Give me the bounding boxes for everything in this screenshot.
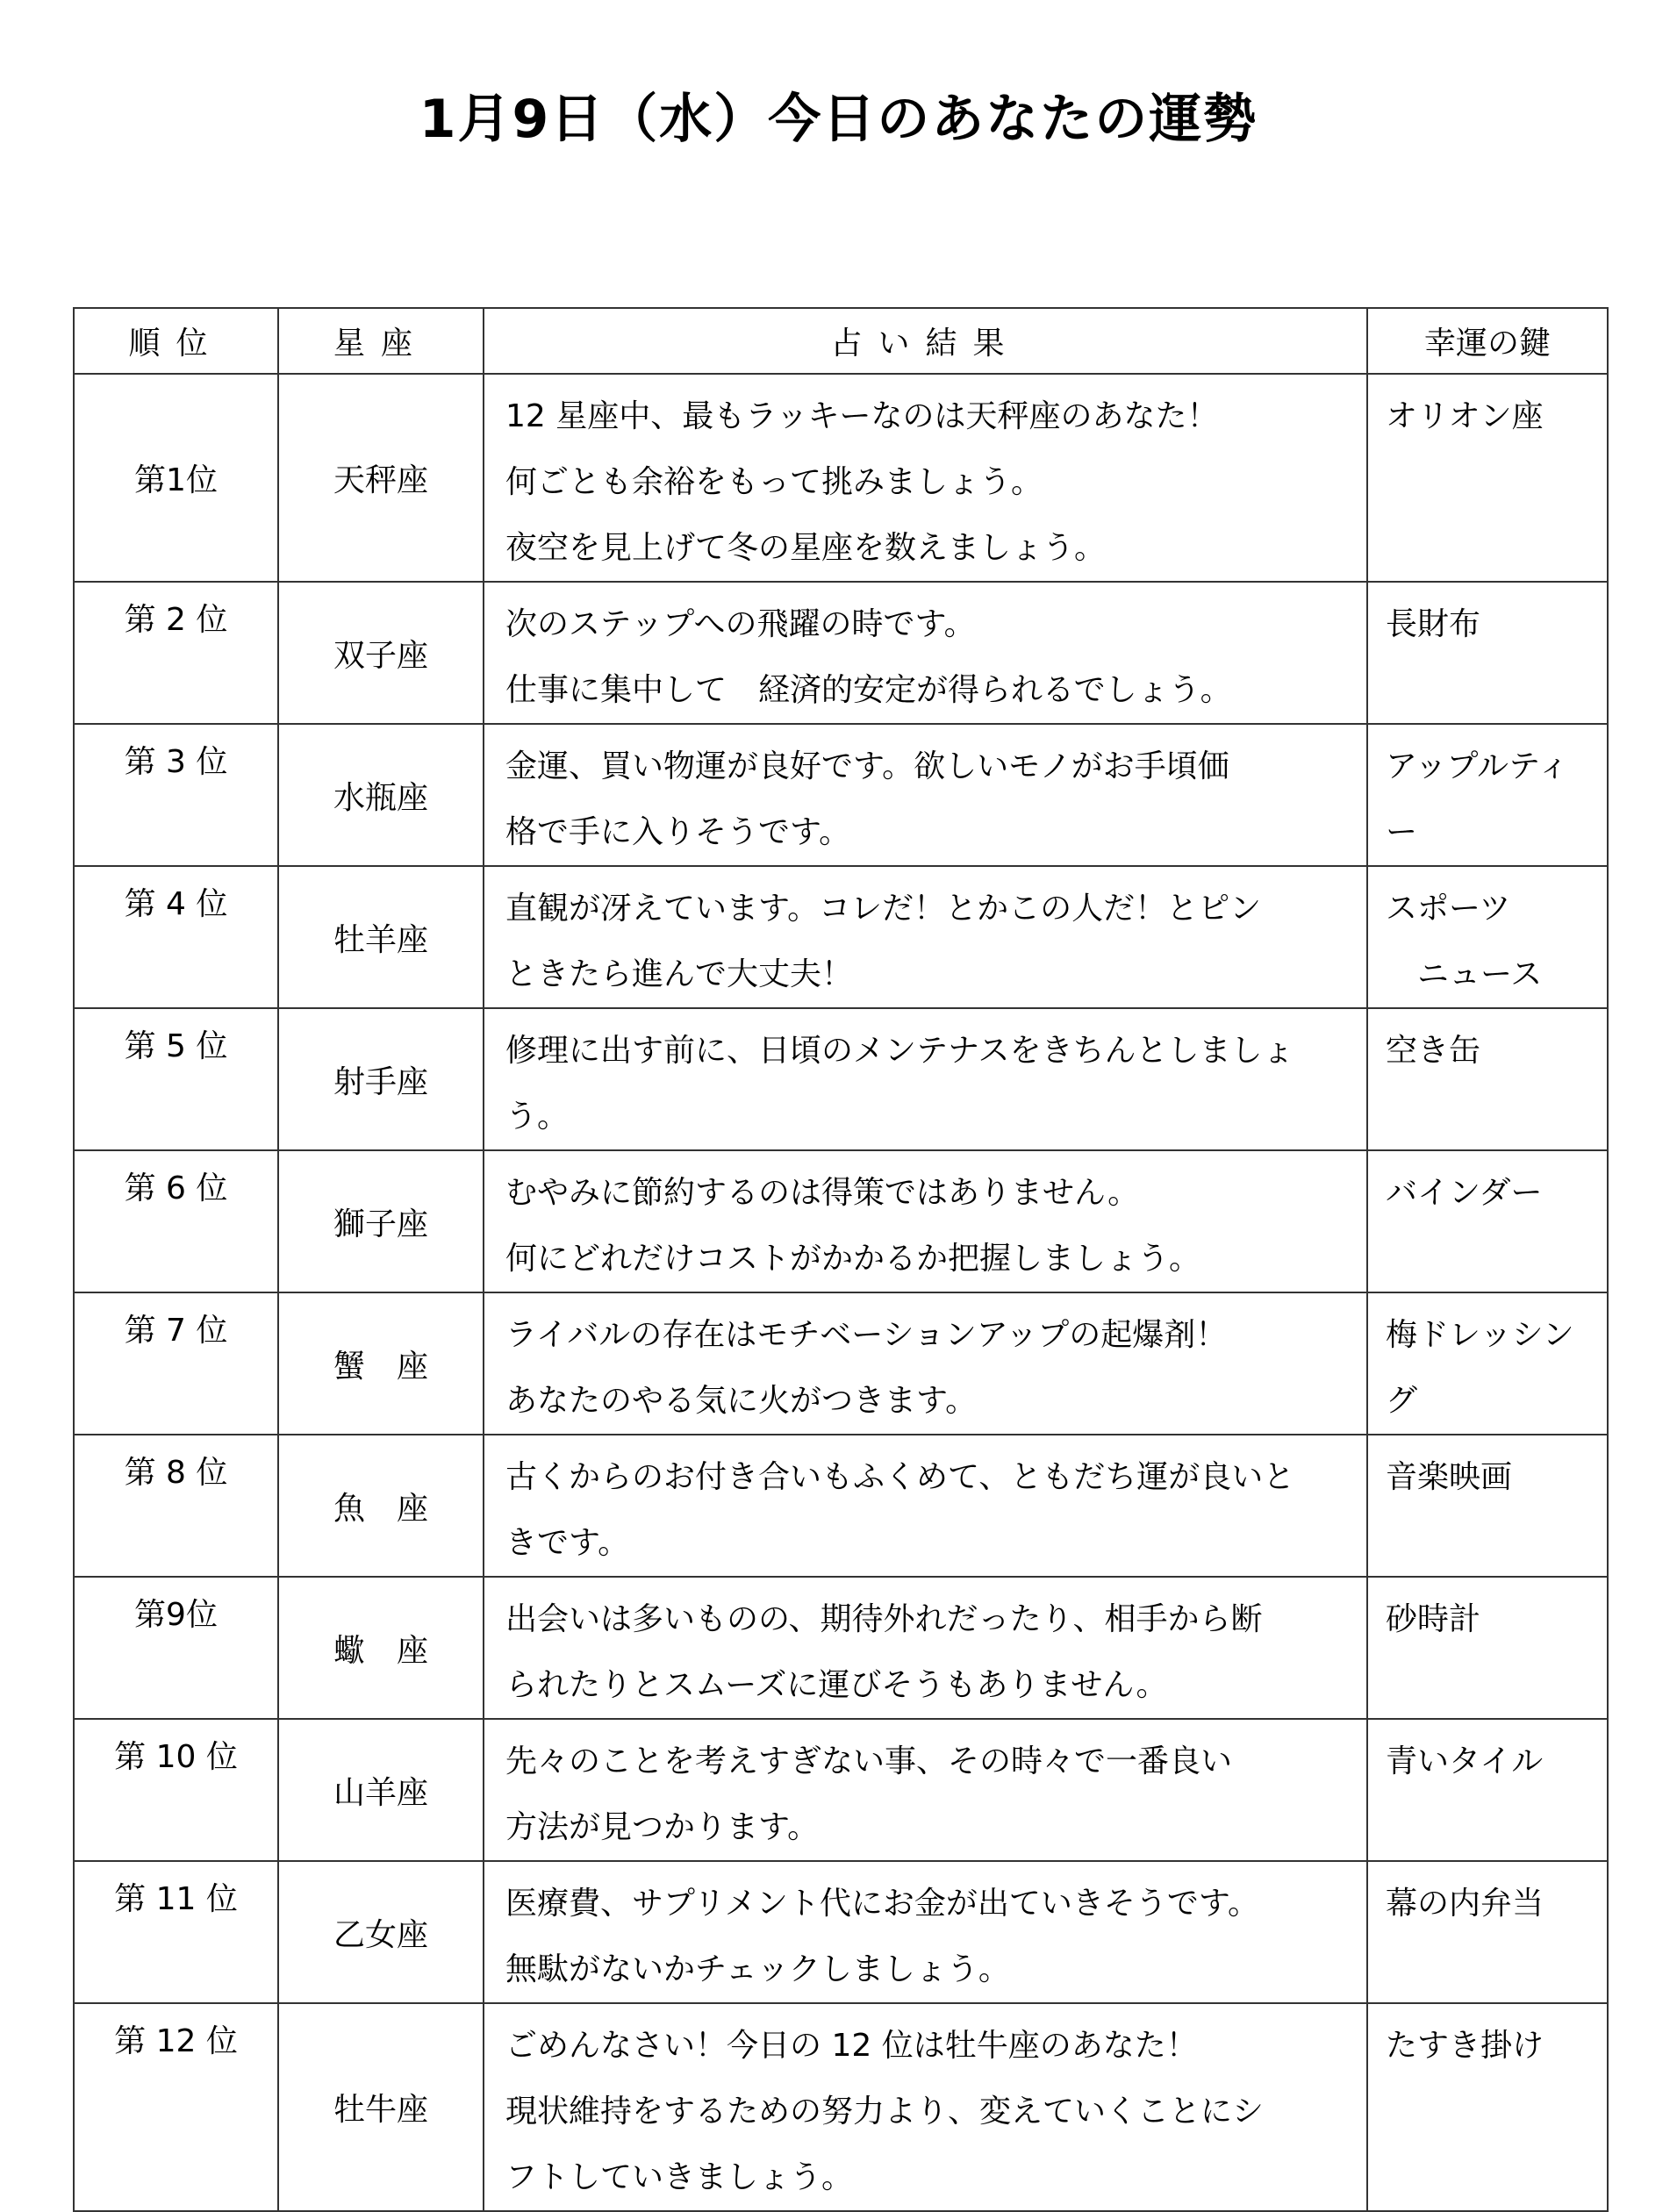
sign-cell: 天秤座 <box>278 374 484 582</box>
lucky-key-line: ー <box>1386 814 1418 850</box>
lucky-key-cell <box>1367 724 1608 866</box>
header-result: 占い結果 <box>484 308 1367 374</box>
result-line: 現状維持をするための努力より、変えていくことにシ <box>505 2094 1265 2130</box>
result-line: 何ごとも余裕をもって挑みましょう。 <box>505 464 1043 500</box>
lucky-key-cell <box>1367 1435 1608 1577</box>
result-line: ライバルの存在はモチベーションアップの起爆剤！ <box>505 1317 1228 1353</box>
rank-cell: 第 2 位 <box>74 582 278 724</box>
result-line: 仕事に集中して 経済的安定が得られるでしょう。 <box>505 672 1232 708</box>
result-line: 無駄がないかチェックしましょう。 <box>505 1951 1010 1987</box>
result-line: あなたのやる気に火がつきます。 <box>505 1383 978 1419</box>
lucky-key-line: たすき掛け <box>1386 2028 1544 2064</box>
result-cell <box>484 2003 1367 2211</box>
table-row <box>74 1435 1608 1577</box>
result-line: 出会いは多いものの、期待外れだったり、相手から断 <box>505 1601 1263 1637</box>
result-line: 直観が冴えています。コレだ！とかこの人だ！とピン <box>505 891 1262 927</box>
table-header-row <box>74 308 1608 374</box>
lucky-key-cell <box>1367 2003 1608 2211</box>
rank-cell: 第1位 <box>74 374 278 582</box>
rank-cell: 第 8 位 <box>74 1435 278 1577</box>
lucky-key-line: 青いタイル <box>1386 1743 1544 1779</box>
lucky-key-line: グ <box>1386 1383 1418 1419</box>
rank-cell: 第 7 位 <box>74 1292 278 1435</box>
lucky-key-cell <box>1367 1861 1608 2003</box>
table-row <box>74 374 1608 582</box>
lucky-key-line: 砂時計 <box>1386 1601 1481 1637</box>
lucky-key-cell <box>1367 374 1608 582</box>
table-row <box>74 1577 1608 1719</box>
lucky-key-cell <box>1367 1719 1608 1861</box>
result-line: う。 <box>505 1099 570 1135</box>
sign-cell: 乙女座 <box>278 1861 484 2003</box>
sign-cell: 射手座 <box>278 1008 484 1150</box>
result-cell <box>484 1435 1367 1577</box>
sign-cell: 蠍 座 <box>278 1577 484 1719</box>
lucky-key-cell <box>1367 866 1608 1008</box>
header-rank: 順位 <box>74 308 278 374</box>
result-line: 次のステップへの飛躍の時です。 <box>505 606 976 642</box>
result-line: 12 星座中、最もラッキーなのは天秤座のあなた！ <box>505 398 1219 434</box>
result-cell <box>484 1150 1367 1292</box>
header-lucky-key: 幸運の鍵 <box>1367 308 1608 374</box>
rank-cell: 第 5 位 <box>74 1008 278 1150</box>
table-row <box>74 866 1608 1008</box>
result-line: 格で手に入りそうです。 <box>505 814 851 850</box>
result-line: フトしていきましょう。 <box>505 2159 854 2195</box>
sign-cell: 水瓶座 <box>278 724 484 866</box>
lucky-key-cell <box>1367 582 1608 724</box>
lucky-key-line: オリオン座 <box>1386 398 1544 434</box>
result-line: むやみに節約するのは得策ではありません。 <box>505 1175 1140 1211</box>
lucky-key-line: 音楽映画 <box>1386 1459 1513 1495</box>
result-line: られたりとスムーズに運びそうもありません。 <box>505 1667 1168 1703</box>
result-line: 方法が見つかります。 <box>505 1809 820 1845</box>
table-row <box>74 1292 1608 1435</box>
result-line: 何にどれだけコストがかかるか把握しましょう。 <box>505 1241 1201 1277</box>
rank-cell: 第 6 位 <box>74 1150 278 1292</box>
lucky-key-cell <box>1367 1292 1608 1435</box>
rank-cell: 第 3 位 <box>74 724 278 866</box>
result-line: 古くからのお付き合いもふくめて、ともだち運が良いと <box>505 1459 1295 1495</box>
lucky-key-line: スポーツ <box>1386 891 1511 927</box>
rank-cell: 第 11 位 <box>74 1861 278 2003</box>
lucky-key-line: 長財布 <box>1386 606 1481 642</box>
sign-cell: 獅子座 <box>278 1150 484 1292</box>
result-cell <box>484 724 1367 866</box>
result-line: 修理に出す前に、日頃のメンテナスをきちんとしましょ <box>505 1033 1294 1069</box>
sign-cell: 蟹 座 <box>278 1292 484 1435</box>
table-row <box>74 724 1608 866</box>
result-cell <box>484 1719 1367 1861</box>
table-row <box>74 1150 1608 1292</box>
lucky-key-cell <box>1367 1008 1608 1150</box>
fortune-table <box>73 307 1609 2212</box>
table-row <box>74 1008 1608 1150</box>
result-cell <box>484 866 1367 1008</box>
result-cell <box>484 1577 1367 1719</box>
lucky-key-line: バインダー <box>1386 1175 1543 1211</box>
result-cell <box>484 582 1367 724</box>
lucky-key-line: 梅ドレッシン <box>1386 1317 1574 1353</box>
result-cell <box>484 1008 1367 1150</box>
lucky-key-line: 幕の内弁当 <box>1386 1886 1544 1922</box>
page-title: 1月9日（水）今日のあなたの運勢 <box>419 89 1258 150</box>
lucky-key-line: 空き缶 <box>1386 1033 1481 1069</box>
sign-cell: 牡羊座 <box>278 866 484 1008</box>
result-cell <box>484 1861 1367 2003</box>
sign-cell: 山羊座 <box>278 1719 484 1861</box>
table-row <box>74 2003 1608 2211</box>
lucky-key-line: ニュース <box>1386 956 1543 992</box>
rank-cell: 第 10 位 <box>74 1719 278 1861</box>
result-line: 夜空を見上げて冬の星座を数えましょう。 <box>505 530 1107 566</box>
sign-cell: 牡牛座 <box>278 2003 484 2211</box>
table-row <box>74 582 1608 724</box>
header-sign: 星座 <box>278 308 484 374</box>
result-line: ごめんなさい！今日の 12 位は牡牛座のあなた！ <box>505 2028 1198 2064</box>
table-row <box>74 1719 1608 1861</box>
result-line: 先々のことを考えすぎない事、その時々で一番良い <box>505 1743 1233 1779</box>
result-cell <box>484 1292 1367 1435</box>
result-cell <box>484 374 1367 582</box>
result-line: ときたら進んで大丈夫！ <box>505 956 854 992</box>
lucky-key-cell <box>1367 1577 1608 1719</box>
table-row <box>74 1861 1608 2003</box>
lucky-key-cell <box>1367 1150 1608 1292</box>
rank-cell: 第9位 <box>74 1577 278 1719</box>
rank-cell: 第 4 位 <box>74 866 278 1008</box>
result-line: 医療費、サプリメント代にお金が出ていきそうです。 <box>505 1886 1259 1922</box>
lucky-key-line: アップルティ <box>1386 748 1570 784</box>
rank-cell: 第 12 位 <box>74 2003 278 2211</box>
sign-cell: 双子座 <box>278 582 484 724</box>
result-line: 金運、買い物運が良好です。欲しいモノがお手頃価 <box>505 748 1229 784</box>
result-line: きです。 <box>505 1525 630 1561</box>
sign-cell: 魚 座 <box>278 1435 484 1577</box>
